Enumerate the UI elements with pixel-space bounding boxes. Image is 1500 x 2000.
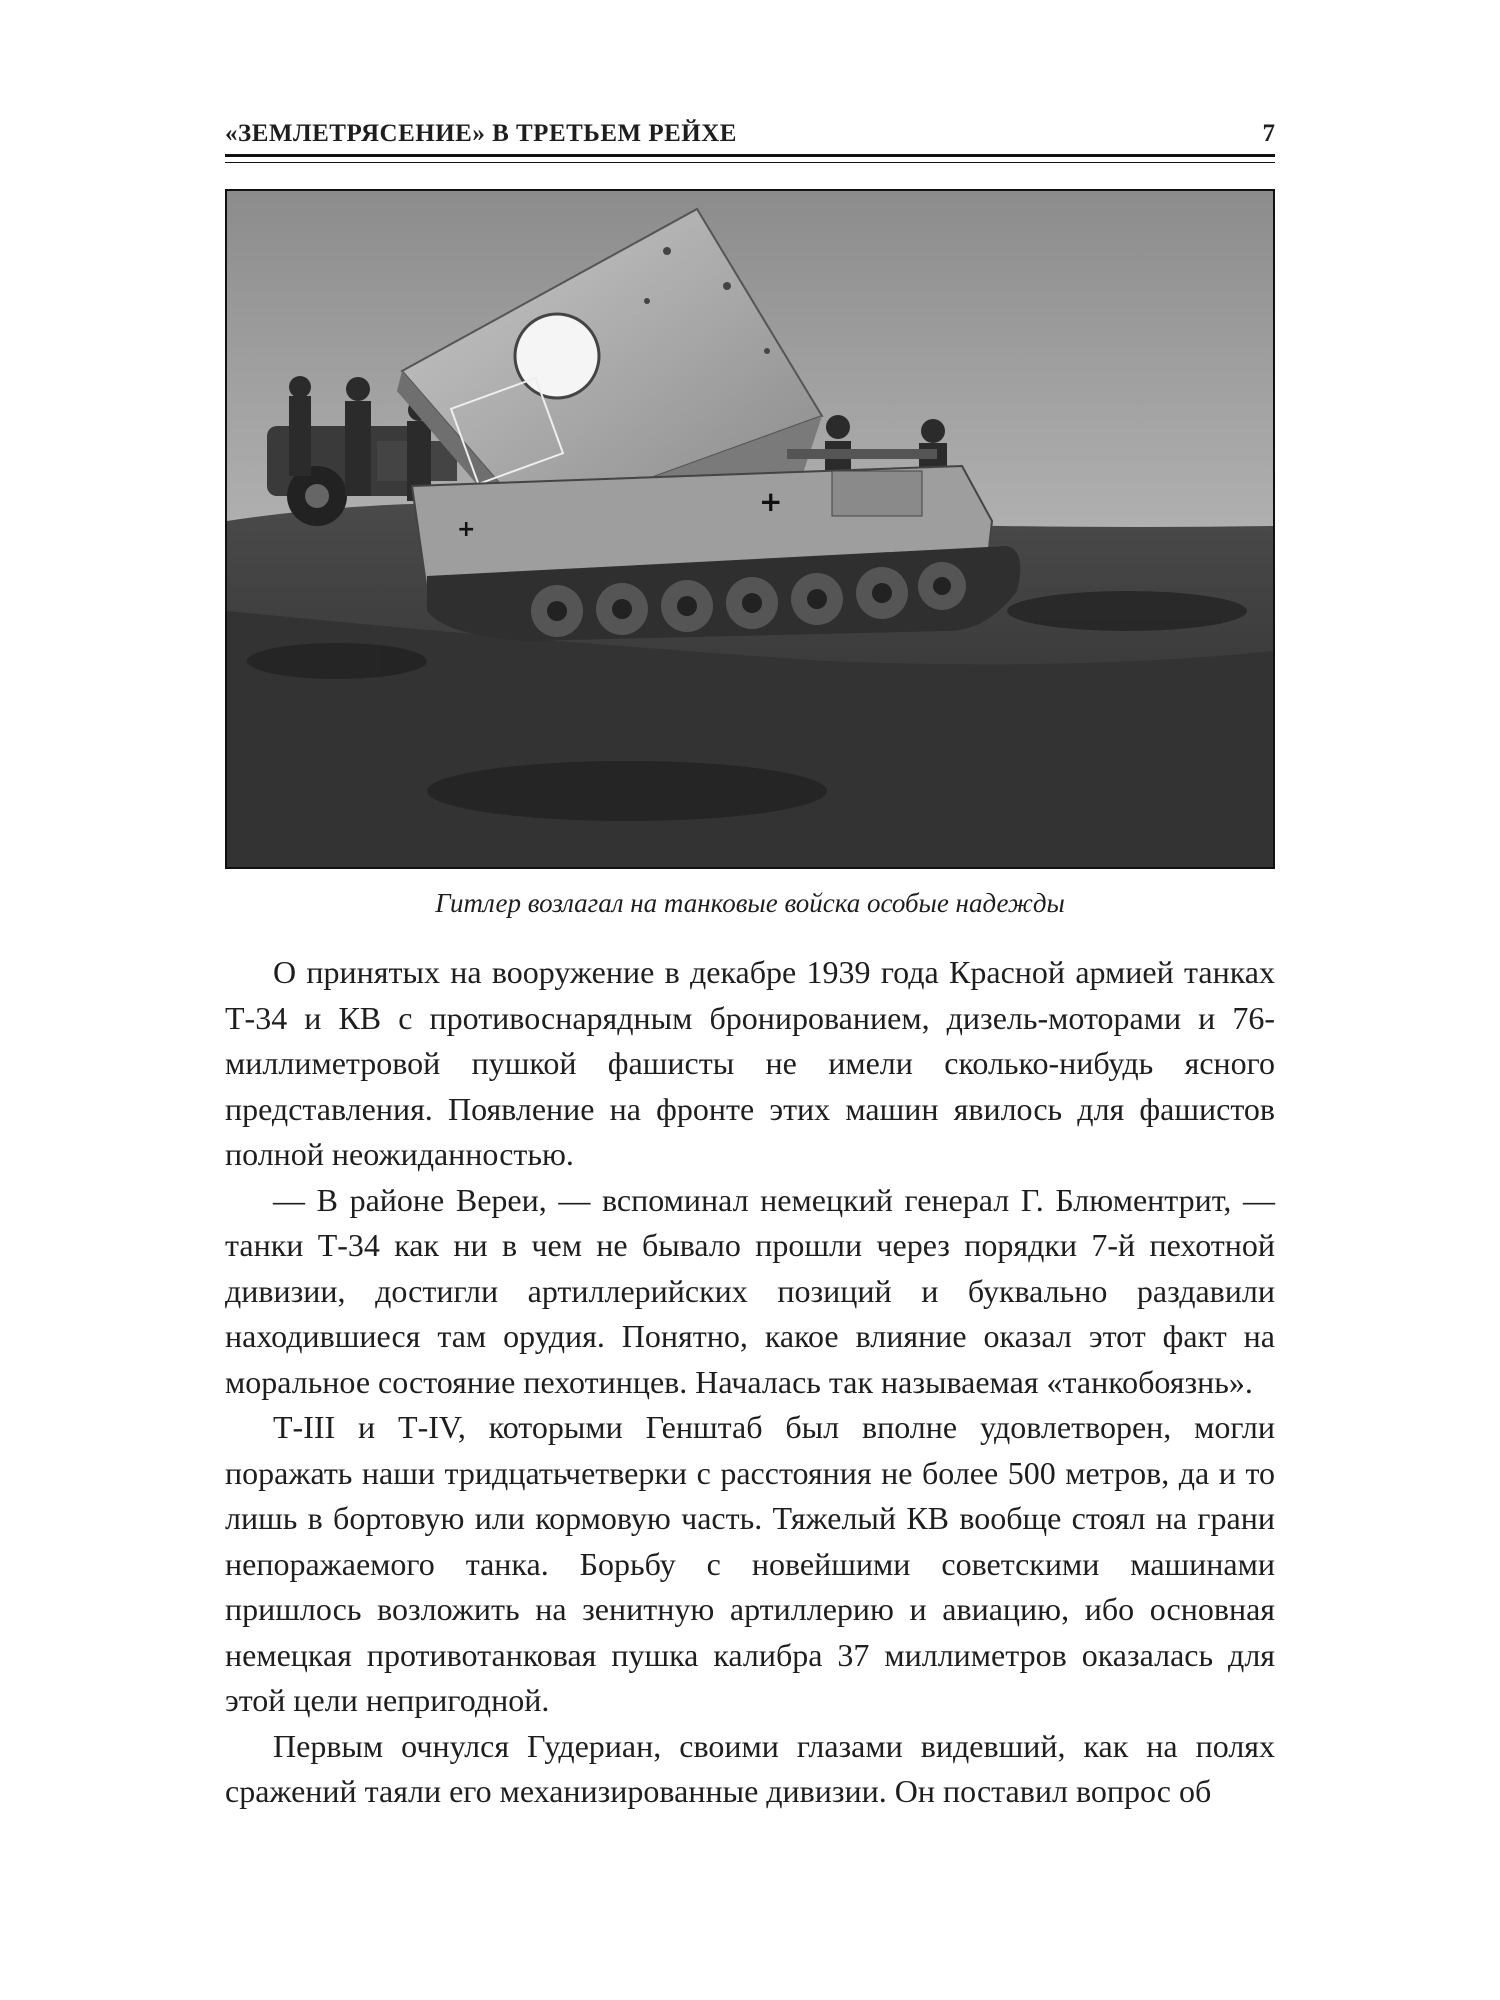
paragraph: — В районе Вереи, — вспоминал немецкий генерал Г. Блюментрит, — танки Т-34 как ни в чем не бывало прошли через порядки 7-й пехотной дивизии, достигли артиллерийских позиций и буквально раздавили находившиеся там орудия. Понятно, какое влияние оказал этот факт на моральное состояние пехотинцев. Началась так называемая «танкобоязнь». bbox=[225, 1181, 1275, 1400]
figure-caption: Гитлер возлагал на танковые войска особые надежды bbox=[435, 888, 1065, 918]
paragraph: Т-III и Т-IV, которыми Генштаб был вполне удовлетворен, могли поражать наши тридцатьчетверки с расстояния не более 500 метров, да и то лишь в бортовую или кормовую часть. Тяжелый КВ вообще стоял на грани непоражаемого танка. Борьбу с новейшими советскими машинами пришлось возложить на зенитную артиллерию и авиацию, ибо основная немецкая противотанковая пушка калибра 37 миллиметров оказалась для этой цели непригодной. bbox=[225, 1409, 1275, 1718]
running-title: «ЗЕМЛЕТРЯСЕНИЕ» В ТРЕТЬЕМ РЕЙХЕ bbox=[225, 120, 737, 147]
body-text bbox=[225, 950, 1275, 1815]
svg-text:+: + bbox=[457, 517, 476, 542]
page-header bbox=[225, 114, 1275, 154]
paragraph: Первым очнулся Гудериан, своими глазами видевший, как на полях сражений таяли его механизированные дивизии. Он поставил вопрос об bbox=[225, 1727, 1275, 1809]
photo-destroyed-tank bbox=[225, 189, 1275, 869]
header-rule-thin bbox=[225, 162, 1275, 163]
svg-text:+: + bbox=[759, 485, 783, 518]
page-number: 7 bbox=[1262, 120, 1275, 147]
header-rule-thick bbox=[225, 154, 1275, 157]
paragraph: О принятых на вооружение в декабре 1939 года Красной армией танках Т-34 и КВ с противоснарядным бронированием, дизель-моторами и 76-миллиметровой пушкой фашисты не имели сколько-нибудь ясного представления. Появление на фронте этих машин явилось для фашистов полной неожиданностью. bbox=[225, 954, 1275, 1172]
gun-port bbox=[515, 314, 599, 398]
